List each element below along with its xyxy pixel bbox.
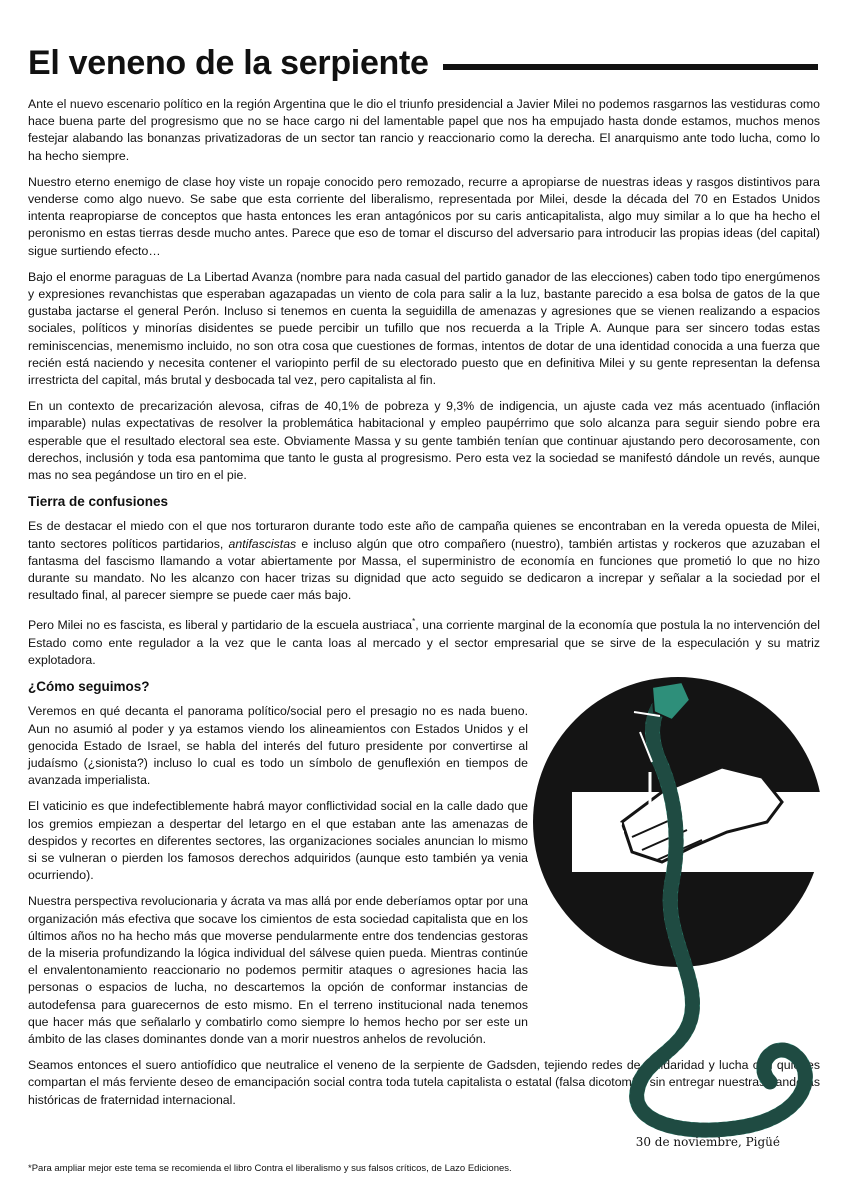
paragraph-3: Bajo el enorme paraguas de La Libertad Avanza (nombre para nada casual del partido ganador de las elecciones) caben todo tipo energúmenos y expresiones revanchistas que esperaban agazapadas un viento de cola para salir a la luz, bastante parecido a esa bolsa de gatos de la que gustaba jactarse el general Perón. Incluso si tenemos en cuenta la seguidilla de amenazas y agresiones que se vienen realizando a espacios sociales, políticos y minorías disidentes se puede percibir un tufillo que nos recuerda a la Triple A. Aunque para ser sincero todas estas reminiscencias, menemismo incluido, no son otra cosa que cuestiones de formas, intentos de dotar de una identidad conocida a una fuerza que recién está naciendo y necesita contener el variopinto perfil de su electorado puesto que en definitiva Milei y su gente representan la defensa irrestricta del capital, más brutal y desbocada tal vez, pero capitalista al fin. xyxy=(28,269,820,388)
section-heading-como-seguimos: ¿Cómo seguimos? xyxy=(28,679,150,695)
paragraph-1: Ante el nuevo escenario político en la región Argentina que le dio el triunfo presidencial a Javier Milei no podemos rasgarnos las vestiduras como hace buena parte del progresismo que no se hace cargo ni del lamentable papel que nos ha empujado hasta donde estamos, muchos menos festejar alabando las bonanzas privatizadoras de un sector tan rancio y reaccionario como la derecha. El anarquismo ante todo lucha, como lo ha hecho siempre. xyxy=(28,97,820,163)
paragraph-7: Veremos en qué decanta el panorama político/social pero el presagio no es nada bueno. Aun no asumió al poder y ya estamos viendo los alineamientos con Estados Unidos y el genocida Estado de Israel, se habla del interés del futuro presidente por convertirse al judaísmo (¿sionista?) incluso lo cual es todo un símbolo de genuflexión en tiempos de avanzada imperialista. xyxy=(28,704,528,788)
section-heading-tierra: Tierra de confusiones xyxy=(28,494,169,510)
page-title: El veneno de la serpiente xyxy=(28,43,429,82)
p6-text-a: Pero Milei no es fascista, es liberal y partidario de la escuela austriaca xyxy=(28,618,413,633)
narrow-column xyxy=(28,703,528,1048)
footnote-mark: * xyxy=(412,617,416,627)
p6-text-b: , una corriente marginal de la economía que postula la no intervención del Estado como ente regulador a la vez que le canta loas al mercado y el sector empresarial que se sirve de la especulación y su matriz explotadora. xyxy=(28,618,820,667)
title-row xyxy=(28,40,818,86)
snake-fist-illustration xyxy=(512,672,832,1142)
footnote: *Para ampliar mejor este tema se recomienda el libro Contra el liberalismo y sus falsos críticos, de Lazo Ediciones. xyxy=(28,1163,512,1174)
paragraph-6 xyxy=(28,613,820,669)
paragraph-9: Nuestra perspectiva revolucionaria y ácrata va mas allá por ende deberíamos optar por una organización más efectiva que socave los cimientos de esta sociedad capitalista que en los últimos años no ha hecho más que moverse pendularmente entre dos tendencias gestoras de la miseria profundizando la lógica individual del sálvese quien pueda. Mientras continúe el envalentonamiento reaccionario no podemos permitir ataques o agresiones hacia las personas o espacios de lucha, no descartemos la opción de conformar instancias de autodefensa para guarecernos de esto mismo. En el terreno institucional nada tenemos que hacer más que señalarlo y combatirlo como siempre lo hemos hecho por ser este un ámbito de las clases dominantes donde van a morir nuestros anhelos de revolución. xyxy=(28,894,528,1047)
paragraph-2: Nuestro eterno enemigo de clase hoy viste un ropaje conocido pero remozado, recurre a apropiarse de nuestras ideas y rasgos distintivos para venderse como algo nuevo. Se sabe que esta corriente del liberalismo, representada por Milei, desde la década del 70 en Estados Unidos intenta reapropiarse de conceptos que hasta entonces les eran antagónicos por su caris anticapitalista, algo muy similar a lo que ha hecho el peronismo en estas tierras desde mucho antes. Parece que eso de tomar el discurso del adversario para introducir las propias ideas (del capital) sigue surtiendo efecto… xyxy=(28,174,820,258)
paragraph-8: El vaticinio es que indefectiblemente habrá mayor conflictividad social en la calle dado que los gremios empiezan a despertar del letargo en el que estaban ante las amenazas de despidos y recortes en diferentes sectores, las organizaciones sociales anuncian lo mismo si se vulneran o pierden los famosos derechos adquiridos (aunque esto también ya venia ocurriendo). xyxy=(28,799,528,883)
date-location: 30 de noviembre, Pigüé xyxy=(635,1135,780,1149)
title-rule xyxy=(443,64,818,70)
paragraph-closing: Seamos entonces el suero antiofídico que neutralice el veneno de la serpiente de Gadsden, tejiendo redes de solidaridad y lucha con quienes compartan el más ferviente deseo de emancipación social contra toda tutela capitalista o estatal (falsa dicotomía) sin entregar nuestras banderas históricas de fraternidad internacional. xyxy=(28,1058,820,1107)
p5-italic: antifascistas xyxy=(228,536,297,551)
p5-text-b: e incluso algún que otro compañero (nuestro), también artistas y rockeros que azuzaban el fantasma del fascismo llamando a votar abiertamente por Massa, el superministro de economía en funciones que prometió lo que no hizo durante su mandato. No les alcanzo con hacer trizas su dignidad que acto seguido se dedicaron a increpar y señalar a la sociedad por el resultado final, al parecer siempre se puede caer más bajo. xyxy=(28,536,820,603)
p5-text-a: Es de destacar el miedo con el que nos torturaron durante todo este año de campaña quienes se encontraban en la vereda opuesta de Milei, tanto sectores políticos partidarios, xyxy=(28,519,820,551)
paragraph-4: En un contexto de precarización alevosa, cifras de 40,1% de pobreza y 9,3% de indigencia, un ajuste cada vez más acentuado (inflación imparable) nulas expectativas de resolver la problemática habitacional y empleo paupérrimo que solo alcanza para seguir siendo pobre era esperable que el resultado electoral sea este. Obviamente Massa y su gente también tenían que continuar ajustando pero decorosamente, con derechos, inclusión y toda esa pantomima que tanto le gusta al progresismo. Pero esta vez la sociedad se manifestó dándole un revés, aunque mas no sea pegándose un tiro en el pie. xyxy=(28,399,820,483)
paragraph-5 xyxy=(28,518,820,604)
